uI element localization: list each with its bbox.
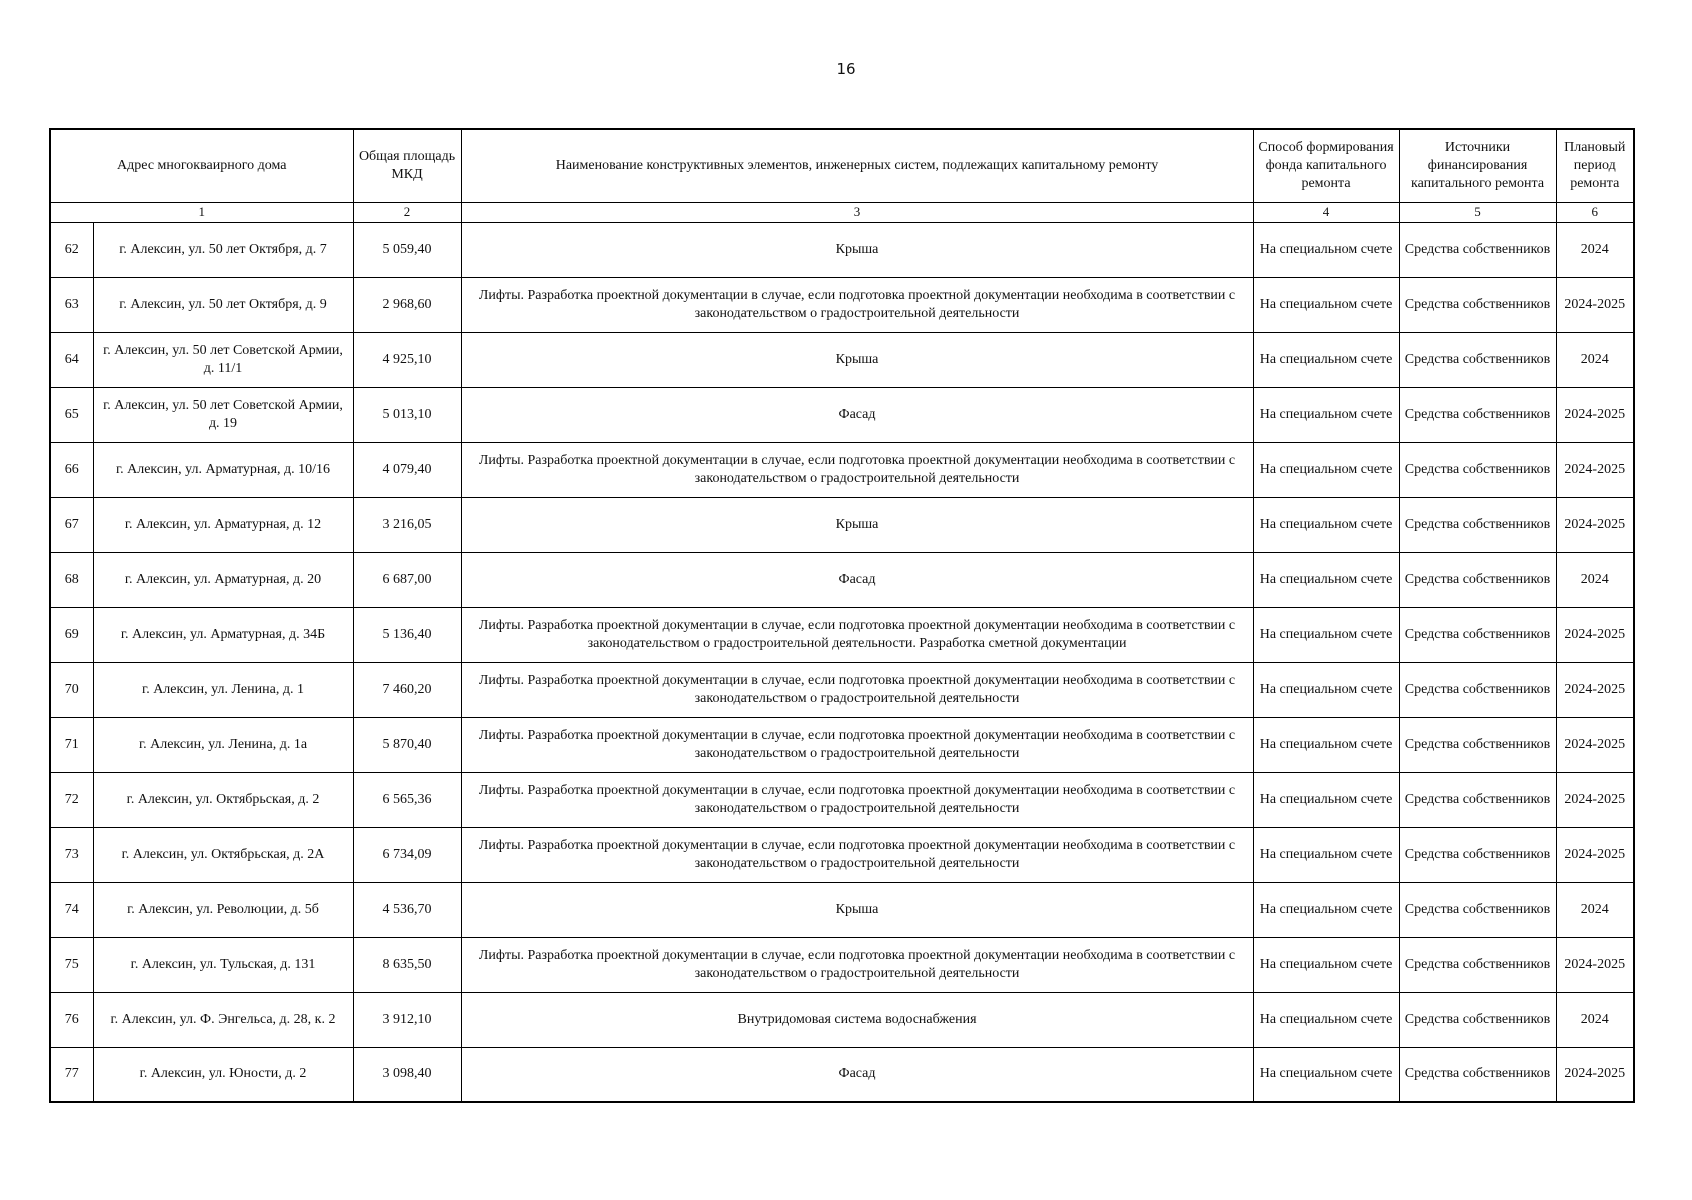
source-cell: Средства собственников	[1399, 332, 1556, 387]
area-cell: 5 059,40	[353, 222, 461, 277]
method-cell: На специальном счете	[1253, 277, 1399, 332]
source-cell: Средства собственников	[1399, 277, 1556, 332]
row-number: 75	[50, 937, 93, 992]
method-cell: На специальном счете	[1253, 497, 1399, 552]
period-cell: 2024-2025	[1556, 937, 1634, 992]
row-number: 76	[50, 992, 93, 1047]
elements-cell: Крыша	[461, 882, 1253, 937]
address-cell: г. Алексин, ул. Тульская, д. 131	[93, 937, 353, 992]
source-cell: Средства собственников	[1399, 662, 1556, 717]
address-cell: г. Алексин, ул. 50 лет Советской Армии, д. 19	[93, 387, 353, 442]
elements-cell: Фасад	[461, 1047, 1253, 1102]
period-cell: 2024-2025	[1556, 662, 1634, 717]
period-cell: 2024	[1556, 222, 1634, 277]
elements-cell: Фасад	[461, 552, 1253, 607]
address-cell: г. Алексин, ул. Революции, д. 5б	[93, 882, 353, 937]
table-row	[50, 607, 1634, 662]
method-cell: На специальном счете	[1253, 662, 1399, 717]
page-number: 16	[836, 60, 856, 78]
source-cell: Средства собственников	[1399, 442, 1556, 497]
address-cell: г. Алексин, ул. Октябрьская, д. 2	[93, 772, 353, 827]
column-number: 6	[1556, 202, 1634, 222]
elements-cell: Лифты. Разработка проектной документации в случае, если подготовка проектной документации необходима в соответствии с законодательством о градостроительной деятельности	[461, 772, 1253, 827]
area-cell: 3 216,05	[353, 497, 461, 552]
row-number: 77	[50, 1047, 93, 1102]
row-number: 68	[50, 552, 93, 607]
elements-cell: Лифты. Разработка проектной документации в случае, если подготовка проектной документации необходима в соответствии с законодательством о градостроительной деятельности	[461, 717, 1253, 772]
area-cell: 3 912,10	[353, 992, 461, 1047]
elements-cell: Лифты. Разработка проектной документации в случае, если подготовка проектной документации необходима в соответствии с законодательством о градостроительной деятельности	[461, 827, 1253, 882]
address-cell: г. Алексин, ул. Ленина, д. 1	[93, 662, 353, 717]
method-cell: На специальном счете	[1253, 827, 1399, 882]
table-row	[50, 442, 1634, 497]
source-cell: Средства собственников	[1399, 1047, 1556, 1102]
header-sources: Источники финансирования капитального ремонта	[1399, 129, 1556, 202]
area-cell: 5 870,40	[353, 717, 461, 772]
address-cell: г. Алексин, ул. Ленина, д. 1а	[93, 717, 353, 772]
row-number: 71	[50, 717, 93, 772]
elements-cell: Лифты. Разработка проектной документации в случае, если подготовка проектной документации необходима в соответствии с законодательством о градостроительной деятельности	[461, 662, 1253, 717]
address-cell: г. Алексин, ул. 50 лет Октября, д. 7	[93, 222, 353, 277]
table-row	[50, 772, 1634, 827]
period-cell: 2024-2025	[1556, 277, 1634, 332]
period-cell: 2024	[1556, 882, 1634, 937]
period-cell: 2024-2025	[1556, 607, 1634, 662]
address-cell: г. Алексин, ул. Октябрьская, д. 2А	[93, 827, 353, 882]
address-cell: г. Алексин, ул. Арматурная, д. 20	[93, 552, 353, 607]
column-number: 5	[1399, 202, 1556, 222]
source-cell: Средства собственников	[1399, 882, 1556, 937]
source-cell: Средства собственников	[1399, 827, 1556, 882]
address-cell: г. Алексин, ул. Арматурная, д. 34Б	[93, 607, 353, 662]
area-cell: 4 536,70	[353, 882, 461, 937]
column-number: 3	[461, 202, 1253, 222]
table-row	[50, 332, 1634, 387]
header-method: Способ формирования фонда капитального ремонта	[1253, 129, 1399, 202]
period-cell: 2024-2025	[1556, 442, 1634, 497]
period-cell: 2024-2025	[1556, 387, 1634, 442]
elements-cell: Внутридомовая система водоснабжения	[461, 992, 1253, 1047]
period-cell: 2024-2025	[1556, 827, 1634, 882]
method-cell: На специальном счете	[1253, 772, 1399, 827]
table-row	[50, 277, 1634, 332]
elements-cell: Крыша	[461, 497, 1253, 552]
period-cell: 2024	[1556, 332, 1634, 387]
address-cell: г. Алексин, ул. Ф. Энгельса, д. 28, к. 2	[93, 992, 353, 1047]
table-row	[50, 497, 1634, 552]
method-cell: На специальном счете	[1253, 222, 1399, 277]
address-cell: г. Алексин, ул. Юности, д. 2	[93, 1047, 353, 1102]
method-cell: На специальном счете	[1253, 992, 1399, 1047]
source-cell: Средства собственников	[1399, 222, 1556, 277]
capital-repair-table	[49, 128, 1635, 1103]
area-cell: 5 136,40	[353, 607, 461, 662]
method-cell: На специальном счете	[1253, 882, 1399, 937]
area-cell: 7 460,20	[353, 662, 461, 717]
row-number: 73	[50, 827, 93, 882]
table-row	[50, 937, 1634, 992]
address-cell: г. Алексин, ул. 50 лет Октября, д. 9	[93, 277, 353, 332]
area-cell: 6 734,09	[353, 827, 461, 882]
row-number: 67	[50, 497, 93, 552]
row-number: 74	[50, 882, 93, 937]
area-cell: 6 565,36	[353, 772, 461, 827]
area-cell: 5 013,10	[353, 387, 461, 442]
area-cell: 3 098,40	[353, 1047, 461, 1102]
method-cell: На специальном счете	[1253, 717, 1399, 772]
address-cell: г. Алексин, ул. Арматурная, д. 10/16	[93, 442, 353, 497]
source-cell: Средства собственников	[1399, 552, 1556, 607]
row-number: 65	[50, 387, 93, 442]
period-cell: 2024	[1556, 992, 1634, 1047]
row-number: 69	[50, 607, 93, 662]
area-cell: 6 687,00	[353, 552, 461, 607]
row-number: 72	[50, 772, 93, 827]
header-address: Адрес многокваирного дома	[50, 129, 353, 202]
period-cell: 2024-2025	[1556, 717, 1634, 772]
table-row	[50, 222, 1634, 277]
elements-cell: Фасад	[461, 387, 1253, 442]
table-header	[50, 129, 1634, 222]
table-row	[50, 1047, 1634, 1102]
header-area: Общая площадь МКД	[353, 129, 461, 202]
source-cell: Средства собственников	[1399, 717, 1556, 772]
table-row	[50, 662, 1634, 717]
source-cell: Средства собственников	[1399, 937, 1556, 992]
column-number: 2	[353, 202, 461, 222]
header-elements: Наименование конструктивных элементов, инженерных систем, подлежащих капитальному ремонту	[461, 129, 1253, 202]
row-number: 64	[50, 332, 93, 387]
table-row	[50, 387, 1634, 442]
row-number: 66	[50, 442, 93, 497]
row-number: 70	[50, 662, 93, 717]
row-number: 63	[50, 277, 93, 332]
area-cell: 4 925,10	[353, 332, 461, 387]
elements-cell: Лифты. Разработка проектной документации в случае, если подготовка проектной документации необходима в соответствии с законодательством о градостроительной деятельности	[461, 442, 1253, 497]
method-cell: На специальном счете	[1253, 387, 1399, 442]
period-cell: 2024-2025	[1556, 1047, 1634, 1102]
method-cell: На специальном счете	[1253, 607, 1399, 662]
table-row	[50, 882, 1634, 937]
area-cell: 4 079,40	[353, 442, 461, 497]
column-number: 1	[50, 202, 353, 222]
source-cell: Средства собственников	[1399, 992, 1556, 1047]
source-cell: Средства собственников	[1399, 607, 1556, 662]
period-cell: 2024-2025	[1556, 497, 1634, 552]
column-number-row	[50, 202, 1634, 222]
area-cell: 2 968,60	[353, 277, 461, 332]
elements-cell: Лифты. Разработка проектной документации в случае, если подготовка проектной документации необходима в соответствии с законодательством о градостроительной деятельности	[461, 937, 1253, 992]
elements-cell: Крыша	[461, 222, 1253, 277]
source-cell: Средства собственников	[1399, 387, 1556, 442]
method-cell: На специальном счете	[1253, 442, 1399, 497]
address-cell: г. Алексин, ул. Арматурная, д. 12	[93, 497, 353, 552]
method-cell: На специальном счете	[1253, 332, 1399, 387]
table-row	[50, 827, 1634, 882]
table-row	[50, 552, 1634, 607]
table-row	[50, 717, 1634, 772]
method-cell: На специальном счете	[1253, 937, 1399, 992]
elements-cell: Лифты. Разработка проектной документации в случае, если подготовка проектной документации необходима в соответствии с законодательством о градостроительной деятельности	[461, 277, 1253, 332]
period-cell: 2024-2025	[1556, 772, 1634, 827]
method-cell: На специальном счете	[1253, 552, 1399, 607]
elements-cell: Лифты. Разработка проектной документации в случае, если подготовка проектной документации необходима в соответствии с законодательством о градостроительной деятельности. Разработка сметной документации	[461, 607, 1253, 662]
period-cell: 2024	[1556, 552, 1634, 607]
source-cell: Средства собственников	[1399, 497, 1556, 552]
row-number: 62	[50, 222, 93, 277]
address-cell: г. Алексин, ул. 50 лет Советской Армии, д. 11/1	[93, 332, 353, 387]
table-row	[50, 992, 1634, 1047]
header-period: Плановый период ремонта	[1556, 129, 1634, 202]
area-cell: 8 635,50	[353, 937, 461, 992]
elements-cell: Крыша	[461, 332, 1253, 387]
method-cell: На специальном счете	[1253, 1047, 1399, 1102]
source-cell: Средства собственников	[1399, 772, 1556, 827]
table-body	[50, 222, 1634, 1102]
column-number: 4	[1253, 202, 1399, 222]
